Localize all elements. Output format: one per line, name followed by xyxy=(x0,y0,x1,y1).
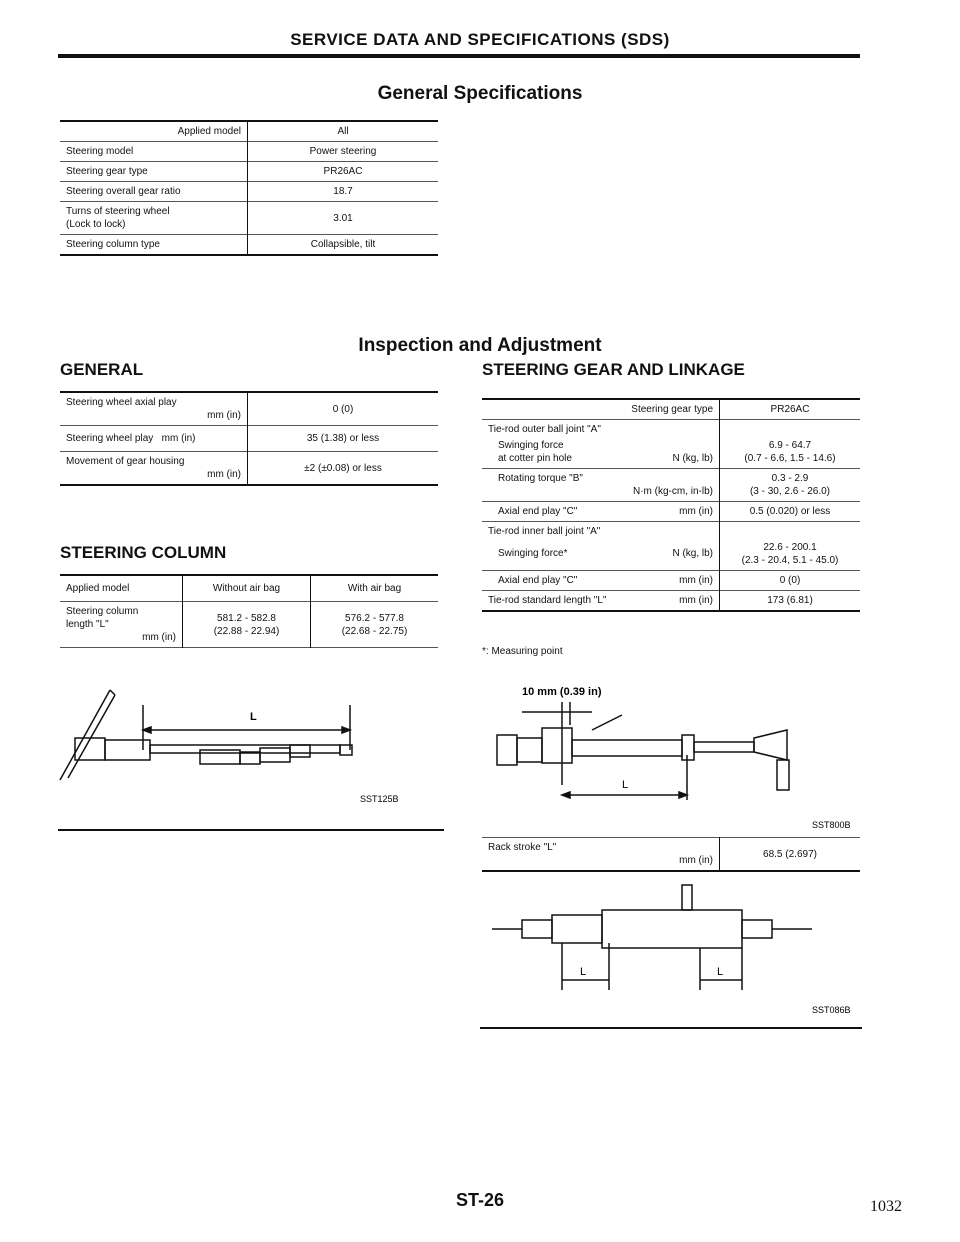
gl-inner-swinging: Swinging force* xyxy=(498,547,568,559)
tie-rod-fig-label: L xyxy=(622,779,629,791)
gl-rotating-value: 0.3 - 2.9 xyxy=(771,473,809,484)
rack-stroke-table xyxy=(482,837,860,872)
general-specifications-table xyxy=(60,120,438,256)
rack-figure xyxy=(482,885,862,1015)
general-row-unit: mm (in) xyxy=(207,410,241,421)
gs-row-value: Power steering xyxy=(309,146,377,157)
gl-outer-joint: Tie-rod outer ball joint "A" xyxy=(482,420,720,437)
general-row-label: Steering wheel play xyxy=(66,433,154,444)
tie-rod-fig-dim: 10 mm (0.39 in) xyxy=(522,686,602,698)
general-row-unit: mm (in) xyxy=(161,433,196,444)
gear-linkage-table xyxy=(482,398,860,612)
gs-row-label: Turns of steering wheel xyxy=(66,206,170,217)
sc-header-applied: Applied model xyxy=(60,575,183,602)
gl-swinging-force: Swinging force xyxy=(498,440,564,451)
gs-row-value: Collapsible, tilt xyxy=(310,239,376,250)
gl-axial-value-outer: 0.5 (0.020) or less xyxy=(749,506,831,517)
gl-axial-play-outer: Axial end play "C" xyxy=(498,506,578,517)
gs-col-label: Applied model xyxy=(60,121,248,142)
gl-col-value: PR26AC xyxy=(770,404,810,415)
gl-inner-swinging-value-2: (2.3 - 20.4, 5.1 - 45.0) xyxy=(741,555,839,566)
sc-without-value: 581.2 - 582.8 xyxy=(217,612,276,624)
gs-row-value: PR26AC xyxy=(323,166,363,177)
gl-swinging-unit: N (kg, lb) xyxy=(672,453,713,464)
sc-row-label-2: length "L" xyxy=(66,619,109,630)
gs-row-label: Steering gear type xyxy=(60,162,248,182)
general-table xyxy=(60,391,438,486)
gs-row-label: Steering model xyxy=(60,142,248,162)
gs-row-label: Steering overall gear ratio xyxy=(60,182,248,202)
gl-rotating-torque: Rotating torque "B" xyxy=(498,473,583,484)
gl-swinging-value: 6.9 - 64.7 xyxy=(768,440,812,451)
gs-row-label: Steering column type xyxy=(60,235,248,256)
sc-header-with: With air bag xyxy=(347,583,402,594)
gl-col-label: Steering gear type xyxy=(482,399,720,420)
sc-fig-label: L xyxy=(250,711,257,723)
gl-swinging-value-2: (0.7 - 6.6, 1.5 - 14.6) xyxy=(744,453,836,464)
gl-tie-rod-unit: mm (in) xyxy=(679,595,713,606)
tie-rod-figure xyxy=(482,680,862,830)
general-row-label: Movement of gear housing xyxy=(66,456,185,467)
general-row-value: 35 (1.38) or less xyxy=(306,433,380,444)
general-specifications-title: General Specifications xyxy=(377,83,583,104)
gl-axial-unit-outer: mm (in) xyxy=(679,506,713,517)
rack-fig-label: L xyxy=(580,966,587,978)
gl-at-cotter: at cotter pin hole xyxy=(498,453,572,464)
gs-row-value: 3.01 xyxy=(333,212,353,224)
page-number: 1032 xyxy=(870,1198,902,1215)
right-bottom-rule xyxy=(480,1027,862,1029)
steering-column-heading: STEERING COLUMN xyxy=(60,543,227,562)
gl-inner-joint: Tie-rod inner ball joint "A" xyxy=(482,522,720,539)
gl-tie-rod-value: 173 (6.81) xyxy=(767,595,813,606)
gs-row-value: 18.7 xyxy=(333,186,353,197)
header-rule xyxy=(58,54,860,58)
steering-column-table xyxy=(60,574,438,648)
sc-row-unit: mm (in) xyxy=(142,632,176,643)
gs-col-value: All xyxy=(337,126,349,137)
general-heading: GENERAL xyxy=(60,360,144,379)
sc-fig-code: SST125B xyxy=(360,794,399,804)
general-row-value: 0 (0) xyxy=(332,403,354,415)
sc-with-value: 576.2 - 577.8 xyxy=(345,612,404,624)
gl-inner-swinging-unit: N (kg, lb) xyxy=(672,547,713,559)
sc-row-label: Steering column xyxy=(66,606,139,617)
rack-fig-code: SST086B xyxy=(812,1005,851,1015)
rack-stroke-value: 68.5 (2.697) xyxy=(763,848,817,860)
general-row-value: ±2 (±0.08) or less xyxy=(304,462,382,474)
steering-column-figure xyxy=(60,690,420,805)
gl-tie-rod-length: Tie-rod standard length "L" xyxy=(488,595,607,606)
general-row-label: Steering wheel axial play xyxy=(66,397,177,408)
gear-linkage-heading: STEERING GEAR AND LINKAGE xyxy=(482,360,745,379)
sc-without-value-2: (22.88 - 22.94) xyxy=(213,625,280,637)
tie-rod-fig-code: SST800B xyxy=(812,820,851,830)
inspection-title: Inspection and Adjustment xyxy=(358,335,602,356)
left-bottom-rule xyxy=(58,829,444,831)
sc-with-value-2: (22.68 - 22.75) xyxy=(341,625,408,637)
gl-rotating-value-2: (3 - 30, 2.6 - 26.0) xyxy=(749,486,831,497)
page-code: ST-26 xyxy=(455,1190,505,1210)
gl-footnote: *: Measuring point xyxy=(482,646,563,657)
page-header-title: SERVICE DATA AND SPECIFICATIONS (SDS) xyxy=(290,30,670,49)
gl-axial-value-inner: 0 (0) xyxy=(779,575,801,586)
rack-stroke-unit: mm (in) xyxy=(679,855,713,866)
gl-rotating-unit: N·m (kg-cm, in-lb) xyxy=(633,486,713,497)
sc-header-without: Without air bag xyxy=(183,575,311,602)
rack-fig-label-2: L xyxy=(717,966,724,978)
gl-axial-play-inner: Axial end play "C" xyxy=(498,575,578,586)
rack-stroke-label: Rack stroke "L" xyxy=(488,842,557,853)
gl-inner-swinging-value: 22.6 - 200.1 xyxy=(763,542,817,553)
gs-row-label-2: (Lock to lock) xyxy=(66,219,126,230)
general-row-unit: mm (in) xyxy=(207,469,241,480)
gl-axial-unit-inner: mm (in) xyxy=(679,575,713,586)
